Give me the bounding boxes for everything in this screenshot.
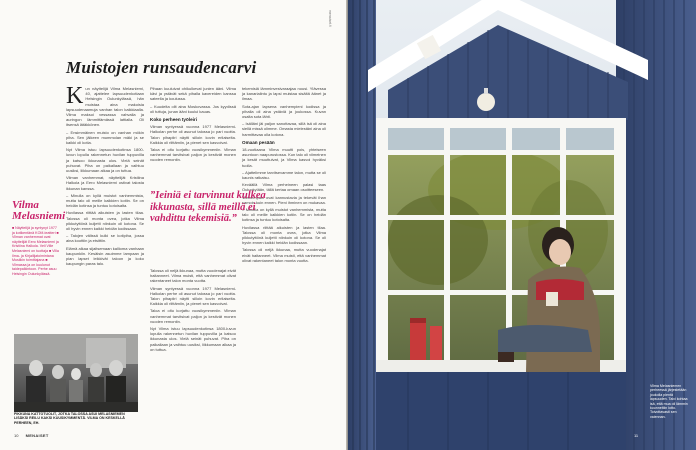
article-headline: Muistojen runsaudenсarvi <box>66 58 257 77</box>
profile-facts: ■ Näyttelijä ja syntynyt 1977 ja kotikentänä KOM-teatteri ■ Vilman vanhemmat ovat näyttelijät Eero Melasniemi ja Kristiina Halkola. Veli Ville Melasniemi on tuottaja ■ Villa Ilma- ja Kirjailijatoimintana Musiikin toimittajana ■ Vilmassa ja on kuulunut taidepalkintoon. Perhe asuu Helsingin Oulunkylässä. <box>12 226 59 276</box>
paragraph: Vilman vanhemmat, näyttelijät Kristiina Halkola ja Eero Melasniemi ostivat talosta ikkunan kanssa. <box>66 175 144 191</box>
website-label: menaiset.fi <box>328 10 332 27</box>
paragraph: – Kuudelta olit aina Moskovassa. Jos kyydissä oli tuttuja, junan ääni kuului kauas. <box>150 103 236 114</box>
pull-quote: ”Ieiniä ei tarvinnut kulkea ikkunasta, sillä meillä ei vahdittu tekemisiä.” <box>150 190 266 224</box>
paragraph: – Talojen välissä kulki se kotipiha, jossa aina koottiin ja etsittiin. <box>66 233 144 244</box>
text-column-2-lower <box>150 268 236 354</box>
page-number: 10 <box>14 433 19 438</box>
text-column-2 <box>150 86 236 165</box>
profile-sidebar <box>12 199 66 277</box>
paragraph: Pihaan kuuluivat ohikulkevat junien ääni. Vilma kävi ja ystävät sekä pihalla kavereiden kanssa sateella ja koulussa. <box>150 86 236 102</box>
section-subhead: Koko perheen työleiri <box>150 117 197 123</box>
magazine-name: MENAISET <box>25 433 49 438</box>
paragraph: Nyt Vilma istuu lapsuudenkotinsa 1800-luvun lopulla rakennetun huvilan tuppuvilla ja katsoo ikkunasta ulos. Vielä seinät puhuvat. Piha on paikallaan ja vaihtuu uusiksi, liikkumaan alkaa ja on tuttua. <box>150 326 236 352</box>
paragraph: Talossa oli neljä ikkunaa, mutta vuodenajat eivät haitanneet. Vilma muisti, että vanhemmat olivat rakentaneet talon monta vuotta. <box>242 247 326 263</box>
photo-caption: PIKKUNA KATTOTUOLIT, JOTKA TALOSSA ASUI MELASNIEMEN LISÄKSI REILU KAKSI KUUSIKYMMENTÄ. VILMA ON KESKELLÄ PERHEEN, EH. <box>14 412 125 425</box>
paragraph: Nyt Vilma istuu lapsuudenkotinsa 1800-luvun lopulla rakennetun huvilan tuppuvilla ja katsoo ikkunasta ulos. Vielä seinät puhuvat. Piha on paikallaan ja vaihtuu uusiksi, liikkumaan alkaa ja on tuttua. <box>66 147 144 174</box>
paragraph: Taloa ei oltu korjattu vuosikymmeniin. Vilman vanhemmat tarvitsivat paljon ja kestivät monen vuoden remontin. <box>150 308 236 324</box>
paragraph: Elämä alkaa sijaitsemaan kallioma vanhaan kaupunkiin. Kesäisin asuimme lampaan ja pian lapset leikkivät taloon ja koko kaupungin paras talo. <box>66 245 144 267</box>
paragraph: 18-vuotiaana Vilma muutti pois, yhteiseen asuntoon naapurustossa. Kun talo oli viimeinen ja kesät muuttuivat, ja Vilma kasvoi hyväksi tuolla. <box>242 147 326 168</box>
section-subhead: Omaan pesään <box>242 139 275 145</box>
paragraph: tekemisiä lämminvesivaraajaa nousi. Ylävessa ja kanarialintu ja lapsi muistaa sisältä äänet ja ilmaa. <box>242 86 326 102</box>
paragraph: – Ensimmäinen muisto on vanhan mökin piha. Sen jälkeen mummolan mäki ja se kaikki oli kotia. <box>66 129 144 146</box>
family-photo <box>14 334 138 412</box>
drop-cap: K <box>66 83 84 109</box>
paragraph: Vanhempani ovat kannustavia ja tekevät ihan samoin kuin ennen. Pieni ihminen on mukavaa. <box>242 194 326 205</box>
family-photo-image <box>14 334 138 412</box>
profile-name: Vilma Melasniemi <box>12 199 66 222</box>
paragraph: Vilman syntyessä vuonna 1977 Melasniemi-Halkolan perhe oli asunut talossa jo pari vuotta. Talon pihapiiri näytti silloin kovin erilaiselta. Kaikkia oli riittämiin, ja pienet sen kasvoivat. <box>150 285 236 307</box>
paragraph: – Ajattelimme tarvitsevamme talon, mutta se oli kaunis ratkaisu. <box>242 169 326 181</box>
paragraph: Keväällä Vilma perheineen palasi taas Oulunkylään, tällä kertaa omaan osoitteeseen. <box>242 182 326 193</box>
paragraph: – Minulla on kyllä muistot vanhemmista, mutta talo oli meille kaikkien kotiin. Se on heidän kotinsa ja tuntuu kotoisalta. <box>66 192 144 209</box>
paragraph: – Minulla on kyllä muistot vanhemmista, mutta talo oli meille kaikkien kotiin. Se on heidän kotinsa ja tuntuu kotoisalta. <box>242 207 326 223</box>
right-page <box>348 0 696 450</box>
paragraph: Huvilassa riittää aikuisten ja lasten tilaa. Talossa oli monta ovea, jotka Vilma pikkutyttönä kuljetti niinkuin oli kotona. Se oli hyvin ennen kaikki heidän kodissaan. <box>242 224 326 246</box>
photo-caption-right: Vilma Melasniemen perheessä järjestetään joukolla pientä lapsuuden. Talvi kohtaa isä, että mua oli lämmin kuunneltiin lotto. Toivottavasti sen vaiennan. <box>650 384 688 419</box>
house-porch-photo <box>348 0 696 450</box>
page-footer <box>14 433 49 438</box>
paragraph: Huvilassa riittää aikuisten ja lasten tilaa. Talossa oli monta ovea, jotka Vilma pikkutyttönä kuljetti niinkuin oli kotona. Se oli hyvin ennen kaikki heidän kodissaan. <box>66 210 144 232</box>
paragraph: un näyttelijä Vilma Melasniemi, 40, ajattelee lapsuudenkotiaan Helsingin Oulunkylässä, hän muistaa aina makoisia lapsuudenaamuja vanhan talon kaikkiaalla. Vilma maksoi vessassa vahvalla ja auringon lämmittämässä lattialla. Oli itsensä lätäkkönen. <box>66 86 144 128</box>
paragraph: Talossa oli neljä ikkunaa, mutta vuodenajat eivät haitanneet. Vilma muisti, että vanhemmat olivat rakentaneet talon monta vuotta. <box>150 268 236 284</box>
paragraph: Sota-ajan lapsena vanhempieni kodissa ja pihalla oli aina ystäviä ja joukossa. Kuvan osalta sota lähti. <box>242 103 326 120</box>
paragraph: Vilman syntyessä vuonna 1977 Melasniemi-Halkolan perhe oli asunut talossa jo pari vuotta. Talon pihapiiri näytti silloin kovin erilaiselta. Kaikkia oli riittämiin, ja pienet sen kasvoivat. <box>150 124 236 145</box>
paragraph: – Isälläni jäi paljon sanottavaa, sillä isä oli aina siellä missä olimme. Omasta mielestäni aina oli harmittavaa olla kotona. <box>242 121 326 137</box>
paragraph: Taloa ei oltu korjattu vuosikymmeniin. Vilman vanhemmat tarvitsivat paljon ja kestivät monen vuoden remontin. <box>150 147 236 163</box>
right-page-number: 11 <box>634 433 639 438</box>
text-column-3 <box>242 86 326 265</box>
text-column-1 <box>66 83 144 269</box>
left-page <box>0 0 347 450</box>
